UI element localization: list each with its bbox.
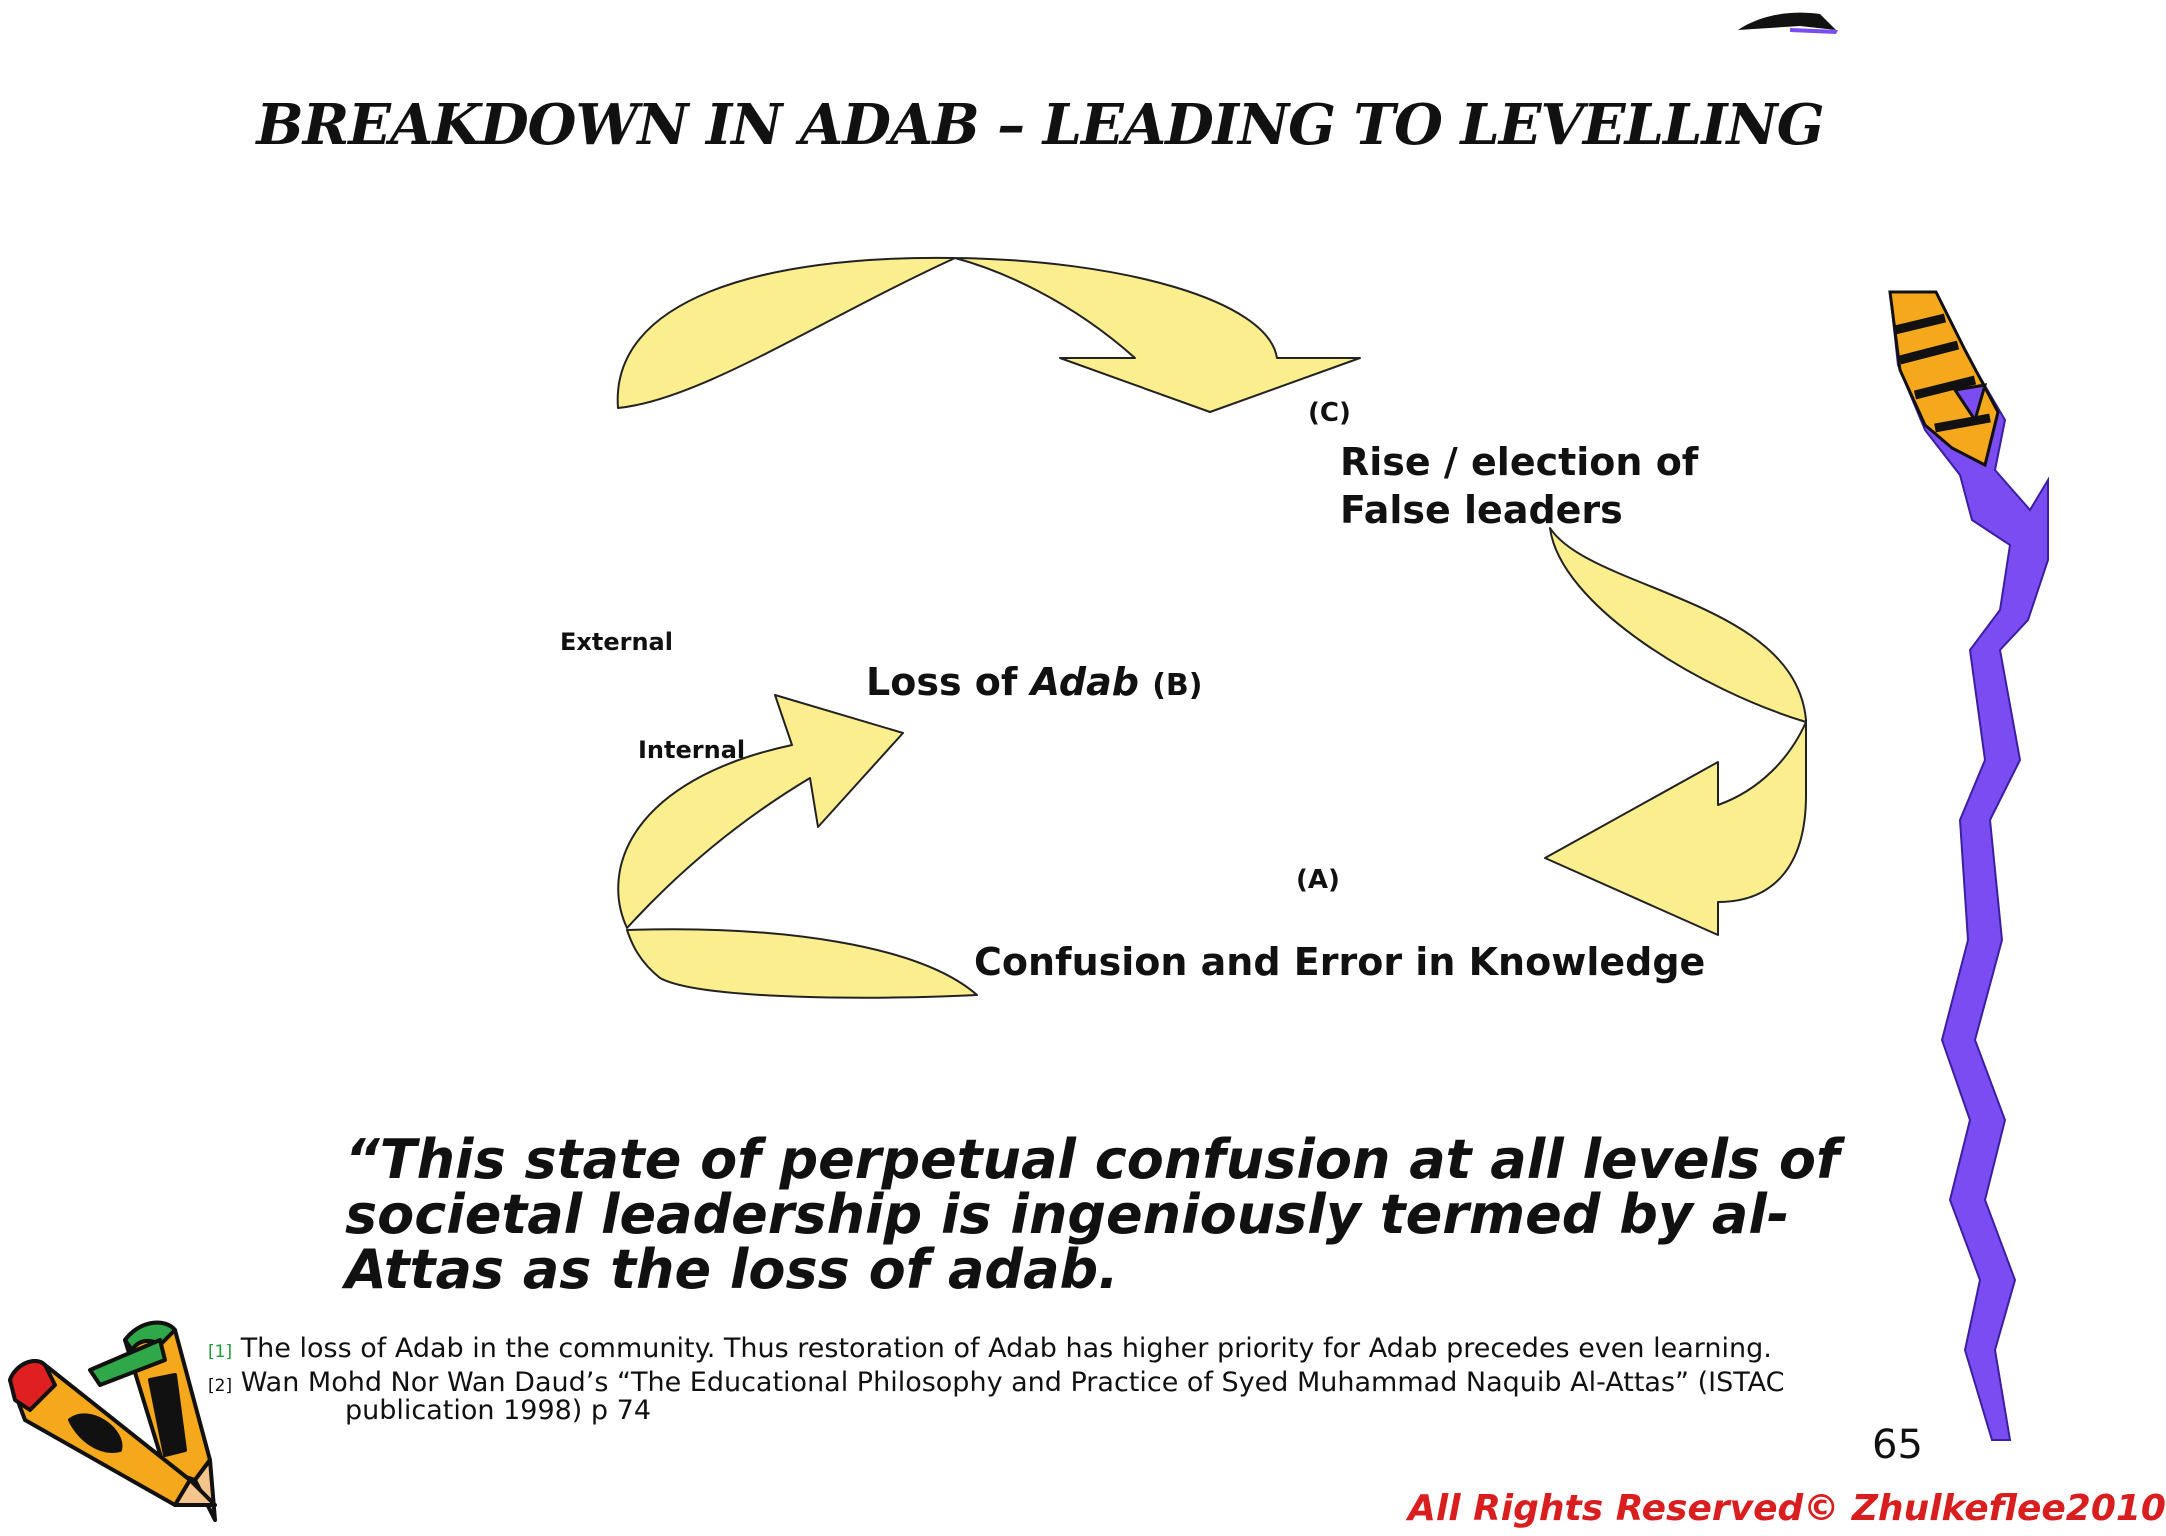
right-ribbon-decoration [1890, 292, 2048, 1440]
copyright-notice: All Rights Reserved© Zhulkeflee2010 [1408, 1488, 2166, 1529]
bottom-curved-arrow [627, 929, 977, 997]
corner-squiggle-decoration [1738, 13, 1838, 34]
label-c-marker: (C) [1308, 398, 1351, 428]
footnote-2-mark: [2] [208, 1376, 233, 1396]
label-c-line2: False leaders [1340, 488, 1623, 532]
pencils-decoration [10, 1323, 215, 1520]
quote-text: “This state of perpetual confusion at all levels of societal leadership is ingeniously termed by al-Attas as the loss of adab. [345, 1128, 1840, 1301]
label-b-marker: (B) [1152, 668, 1203, 703]
page-number: 65 [1872, 1422, 1923, 1468]
left-curved-arrow [618, 695, 903, 928]
label-loss-of-adab [866, 660, 1202, 704]
right-curved-arrow [1545, 528, 1806, 935]
footnote-1 [208, 1333, 1772, 1364]
top-curved-arrow [618, 258, 1360, 412]
label-internal: Internal [638, 736, 746, 764]
label-b-italic: Adab [1030, 660, 1139, 704]
slide-title: BREAKDOWN IN ADAB – LEADING TO LEVELLING [256, 92, 1824, 158]
label-external: External [560, 628, 673, 656]
label-c-line1: Rise / election of [1340, 440, 1699, 484]
footnote-2-continuation: publication 1998) p 74 [345, 1395, 651, 1426]
footnote-1-mark: [1] [208, 1342, 233, 1362]
label-a-marker: (A) [1296, 865, 1340, 895]
label-b-prefix: Loss of [866, 660, 1031, 704]
label-a-text: Confusion and Error in Knowledge [974, 940, 1706, 984]
footnote-1-text: The loss of Adab in the community. Thus restoration of Adab has higher priority for Adab precedes even learning. [240, 1333, 1772, 1364]
footnote-2-text: Wan Mohd Nor Wan Daud’s “The Educational Philosophy and Practice of Syed Muhammad Naquib Al-Attas” (ISTAC [240, 1367, 1785, 1398]
cycle-arrows [618, 258, 1806, 998]
footnote-2 [208, 1367, 1785, 1398]
